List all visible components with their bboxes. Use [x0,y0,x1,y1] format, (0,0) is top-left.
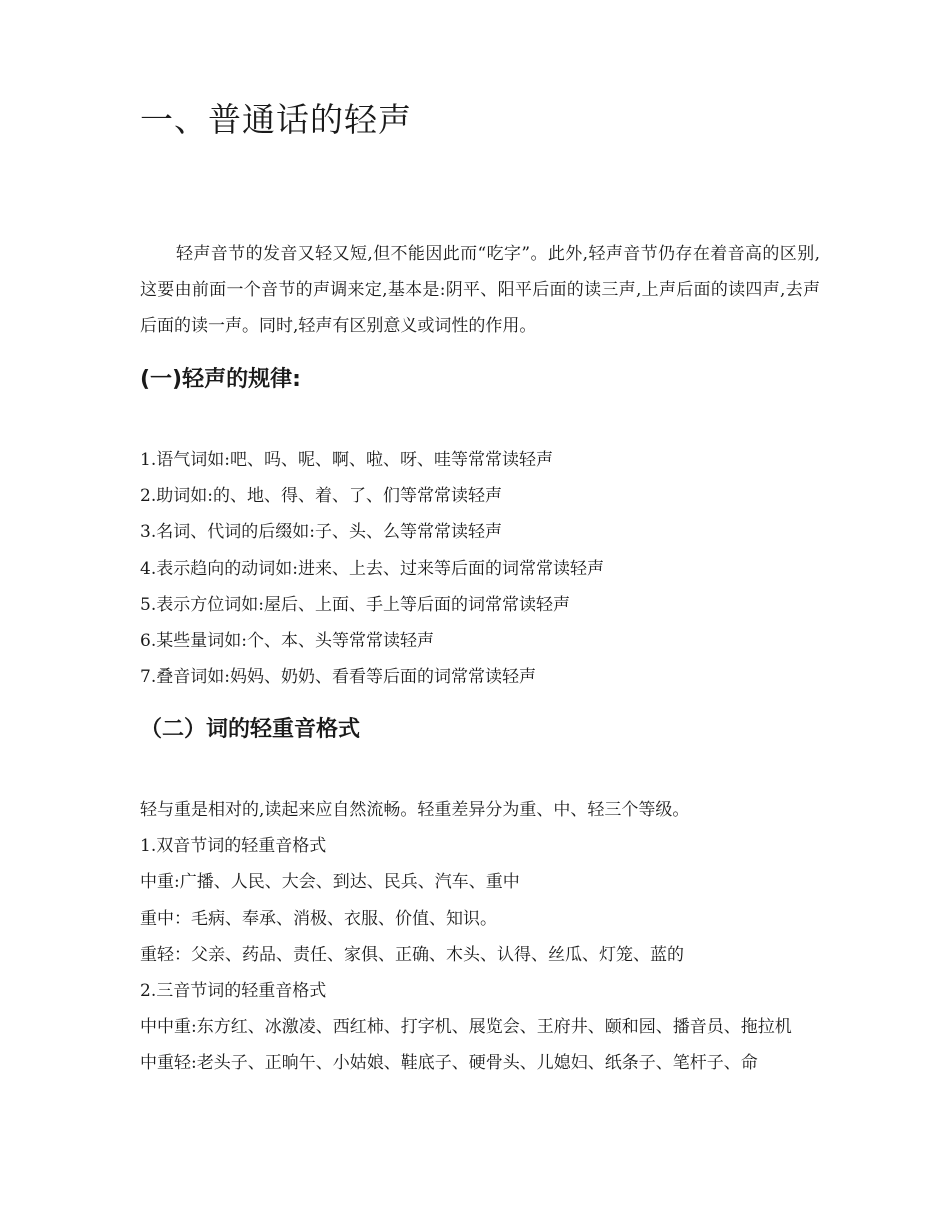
list-item: 重轻：父亲、药品、责任、家俱、正确、木头、认得、丝瓜、灯笼、蓝的 [140,944,684,965]
stress-patterns-list [140,792,820,1082]
list-item: 2.三音节词的轻重音格式 [140,981,327,1002]
list-item: 4.表示趋向的动词如:进来、上去、过来等后面的词常常读轻声 [140,558,604,579]
page-title: 一、普通话的轻声 [140,100,412,139]
list-item: 1.语气词如:吧、吗、呢、啊、啦、呀、哇等常常读轻声 [140,450,553,470]
list-item: 中中重:东方红、冰激凌、西红柿、打字机、展览会、王府井、颐和园、播音员、拖拉机 [140,1017,792,1038]
list-item: 轻与重是相对的,读起来应自然流畅。轻重差异分为重、中、轻三个等级。 [140,800,690,820]
list-item: 重中：毛病、奉承、消极、衣服、价值、知识。 [140,908,497,929]
section-heading-stress-patterns: （二）词的轻重音格式 [140,717,361,742]
list-item: 5.表示方位词如:屋后、上面、手上等后面的词常常读轻声 [140,594,570,615]
list-item: 1.双音节词的轻重音格式 [140,836,327,857]
section-heading-rules: (一)轻声的规律: [140,367,301,392]
intro-paragraph: 轻声音节的发音又轻又短,但不能因此而“吃字”。此外,轻声音节仍存在着音高的区别,这要由前面一个音节的声调来定,基本是:阴平、阳平后面的读三声,上声后面的读四声,去声后面的读一声。同时,轻声有区别意义或词性的作用。 [140,244,820,336]
list-item: 中重轻:老头子、正晌午、小姑娘、鞋底子、硬骨头、儿媳妇、纸条子、笔杆子、命 [140,1053,758,1074]
list-item: 7.叠音词如:妈妈、奶奶、看看等后面的词常常读轻声 [140,667,536,688]
list-item: 2.助词如:的、地、得、着、了、们等常常读轻声 [140,486,502,507]
list-item: 6.某些量词如:个、本、头等常常读轻声 [140,631,434,652]
list-item: 中重:广播、人民、大会、到达、民兵、汽车、重中 [140,872,520,893]
list-item: 3.名词、代词的后缀如:子、头、么等常常读轻声 [140,522,502,543]
rules-list [140,442,820,695]
